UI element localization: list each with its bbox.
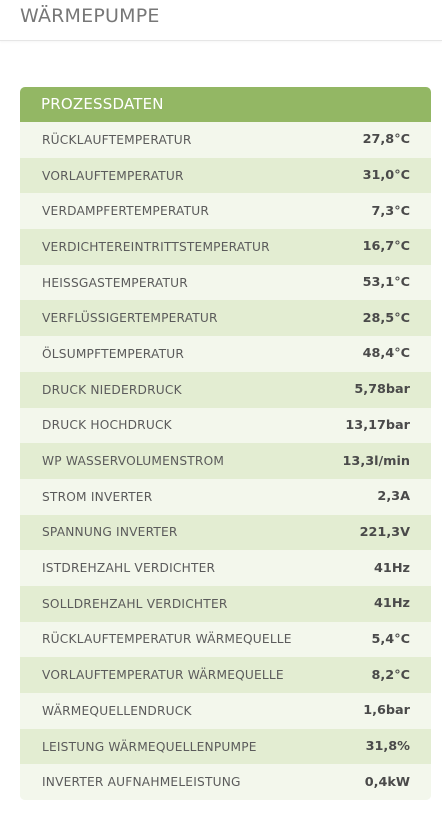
data-row-value: 221,3V [359,524,410,540]
process-data-list [20,122,431,800]
data-row-value: 0,4kW [364,774,410,790]
data-row-high-pressure [20,408,431,444]
data-row-label: WP WASSERVOLUMENSTROM [42,454,225,469]
data-row-flow-temperature [20,158,431,194]
data-row-compressor-target-speed [20,586,431,622]
data-row-label: VERDAMPFERTEMPERATUR [42,204,210,219]
data-row-value: 5,4°C [371,631,410,647]
data-row-label: HEISSGASTEMPERATUR [42,275,188,290]
data-row-label: VERDICHTEREINTRITTSTEMPERATUR [42,239,270,254]
data-row-value: 7,3°C [371,203,410,219]
data-row-oil-sump-temperature [20,336,431,372]
data-row-label: RÜCKLAUFTEMPERATUR WÄRMEQUELLE [42,632,292,647]
data-row-inverter-input-power [20,764,431,800]
data-row-value: 2,3A [377,489,410,505]
data-row-value: 41Hz [374,560,410,576]
data-row-label: DRUCK NIEDERDRUCK [42,382,182,397]
data-row-value: 16,7°C [362,239,410,255]
data-row-value: 27,8°C [362,132,410,148]
data-row-inverter-current [20,479,431,515]
data-row-label: STROM INVERTER [42,489,153,504]
data-row-value: 5,78bar [354,382,410,398]
data-row-label: SOLLDREHZAHL VERDICHTER [42,596,228,611]
data-row-label: LEISTUNG WÄRMEQUELLENPUMPE [42,739,257,754]
data-row-evaporator-temperature [20,193,431,229]
data-row-label: ISTDREHZAHL VERDICHTER [42,561,216,576]
data-row-compressor-actual-speed [20,550,431,586]
data-row-water-flow-rate [20,443,431,479]
data-row-value: 31,8% [365,739,410,755]
data-row-value: 31,0°C [362,168,410,184]
data-row-low-pressure [20,372,431,408]
data-row-label: RÜCKLAUFTEMPERATUR [42,132,192,147]
data-row-value: 48,4°C [362,346,410,362]
data-row-label: VERFLÜSSIGERTEMPERATUR [42,311,218,326]
page-title: WÄRMEPUMPE [20,5,160,27]
data-row-value: 41Hz [374,596,410,612]
data-row-source-flow-temperature [20,657,431,693]
data-row-label: VORLAUFTEMPERATUR [42,168,184,183]
data-row-value: 13,3l/min [342,453,410,469]
data-row-label: SPANNUNG INVERTER [42,525,178,540]
data-row-label: DRUCK HOCHDRUCK [42,418,172,433]
data-row-source-return-temperature [20,622,431,658]
data-row-value: 1,6bar [363,703,410,719]
data-row-label: WÄRMEQUELLENDRUCK [42,703,192,718]
data-row-condenser-temperature [20,300,431,336]
data-row-value: 13,17bar [345,417,410,433]
data-row-value: 28,5°C [362,310,410,326]
data-row-label: INVERTER AUFNAHMELEISTUNG [42,775,241,790]
process-data-panel [20,87,431,800]
data-row-source-pressure [20,693,431,729]
data-row-compressor-inlet-temperature [20,229,431,265]
panel-title: PROZESSDATEN [20,87,431,122]
page-header [0,0,442,41]
data-row-return-temperature [20,122,431,158]
data-row-value: 53,1°C [362,275,410,291]
data-row-inverter-voltage [20,515,431,551]
data-row-label: ÖLSUMPFTEMPERATUR [42,346,185,361]
data-row-hot-gas-temperature [20,265,431,301]
data-row-label: VORLAUFTEMPERATUR WÄRMEQUELLE [42,668,284,683]
data-row-value: 8,2°C [371,667,410,683]
data-row-source-pump-power [20,729,431,765]
